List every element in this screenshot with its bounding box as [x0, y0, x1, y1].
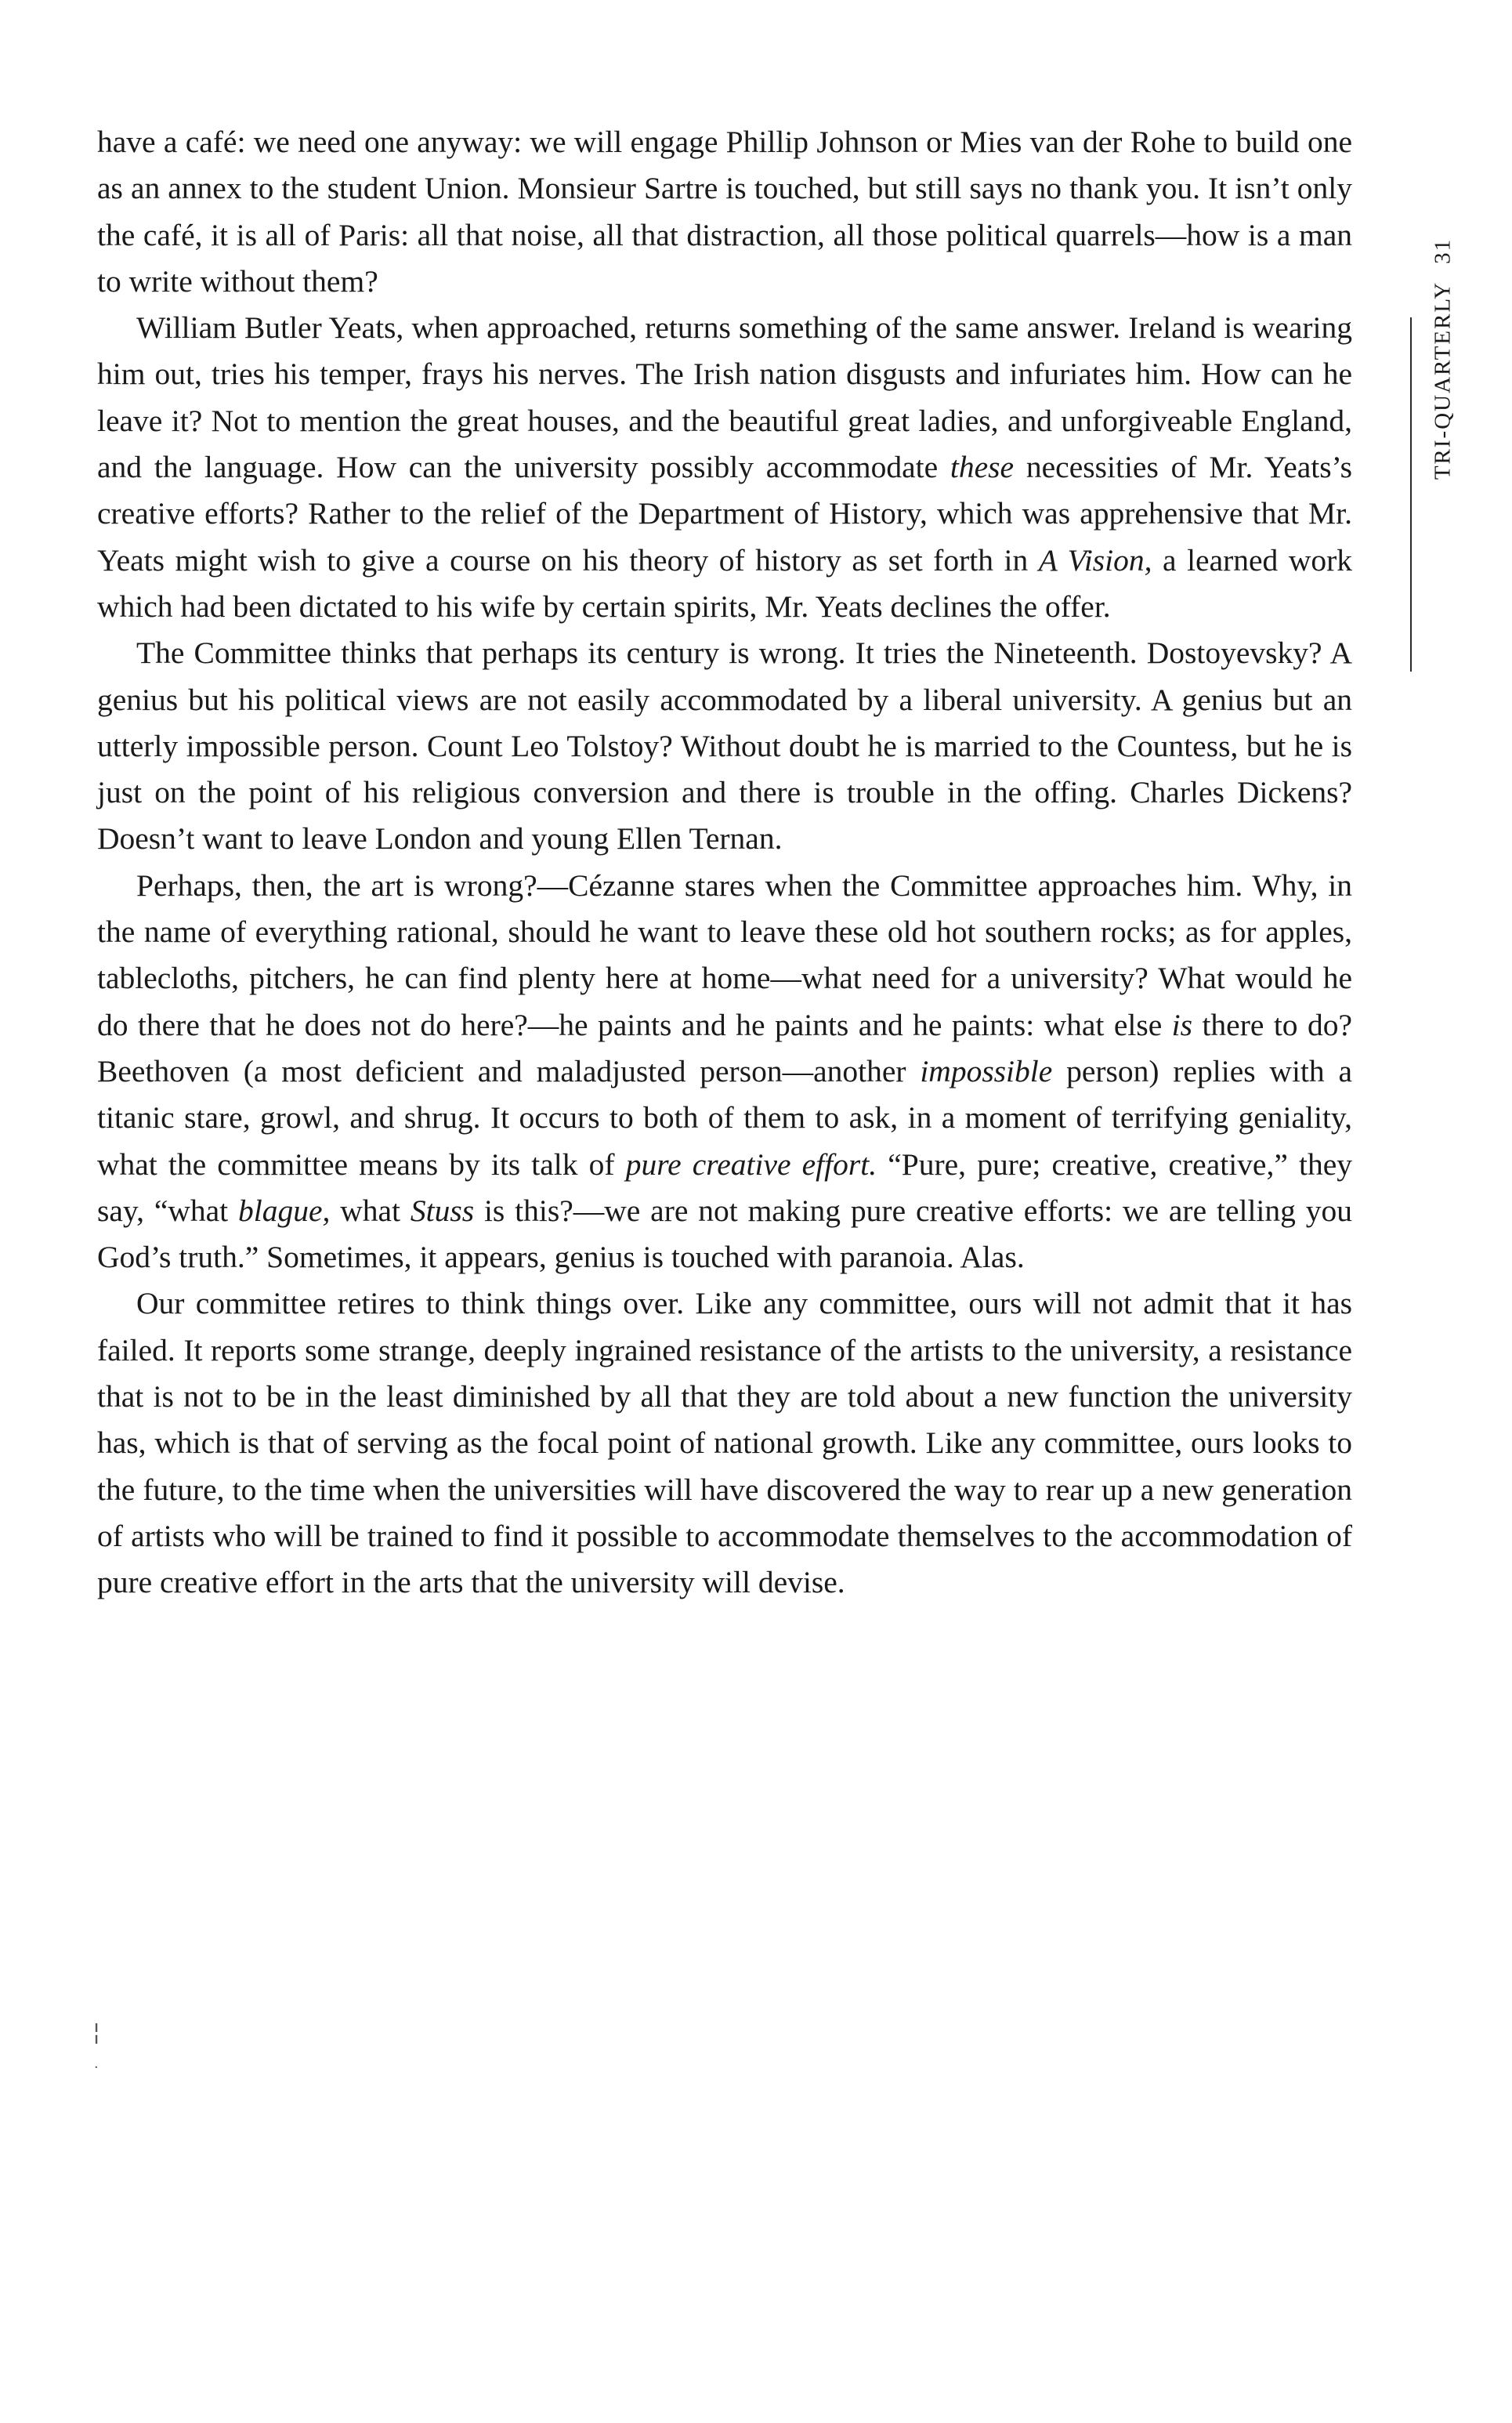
- running-head-label: [1431, 238, 1456, 480]
- paragraph: [97, 305, 1352, 630]
- text-run: there to do? Beethoven (a most deficient and maladjusted person—another: [97, 1007, 1353, 1088]
- text-run: have a café: we need one anyway: we will engage Phillip Johnson or Mies van der Rohe to build one as an annex to the student Union. Monsieur Sartre is touched, but still says no thank you. It isn’t only the café, it is all of Paris: all that noise, all that distraction, all those political quarrels—how is a man to write without them?: [97, 125, 1352, 299]
- text-run: is this?—we are not making pure creative efforts: we are telling you God’s truth.” Sometimes, it appears, genius is touched with paranoia. Alas.: [97, 1193, 1353, 1275]
- text-run: William Butler Yeats, when approached, returns something of the same answer. Ireland is wearing him out, tries his temper, frays his nerves. The Irish nation disgusts and infuriates him. How can he leave it? Not to mention the great houses, and the beautiful great ladies, and unforgiveable England, and the language. How can the university possibly accommodate: [97, 310, 1352, 485]
- page-number: 31: [1430, 237, 1456, 264]
- italic-text: is: [1171, 1007, 1193, 1042]
- text-run: person) replies with a titanic stare, growl, and shrug. It occurs to both of them to ask, in a moment of terrifying geniality, what the committee means by its talk of: [97, 1053, 1352, 1182]
- italic-text: Stuss: [410, 1193, 475, 1228]
- stray-ink-mark: ¦: [92, 2019, 101, 2046]
- text-run: Perhaps, then, the art is wrong?—Cézanne stares when the Committee approaches him. Why, in the name of everything rational, should he want to leave these old hot southern rocks; as for apples, tablecloths, pitchers, he can find plenty here at home—what need for a university? What would he do there that he does not do here?—he paints and he paints and he paints: what else: [97, 867, 1352, 1042]
- journal-title: TRI-QUARTERLY: [1430, 281, 1456, 480]
- paragraph: [97, 119, 1352, 305]
- italic-text: A Vision,: [1038, 542, 1152, 578]
- body-text: [97, 119, 1352, 1606]
- text-run: necessities of Mr. Yeats’s creative efforts? Rather to the relief of the Department of History, which was apprehensive that Mr. Yeats might wish to give a course on his theory of history as set forth in: [97, 450, 1352, 578]
- text-run: a learned work which had been dictated to his wife by certain spirits, Mr. Yeats declines the offer.: [97, 542, 1352, 624]
- stray-ink-dot: ·: [94, 2059, 99, 2076]
- text-run: The Committee thinks that perhaps its century is wrong. It tries the Nineteenth. Dostoyevsky? A genius but his political views are not easily accommodated by a liberal university. A genius but an utterly impossible person. Count Leo Tolstoy? Without doubt he is married to the Countess, but he is just on the point of his religious conversion and there is trouble in the offing. Charles Dickens? Doesn’t want to leave London and young Ellen Ternan.: [97, 636, 1352, 857]
- text-run: “Pure, pure; creative, creative,” they say, “what: [97, 1146, 1353, 1228]
- italic-text: pure creative effort.: [625, 1146, 877, 1182]
- text-run: Our committee retires to think things over. Like any committee, ours will not admit that it has failed. It reports some strange, deeply ingrained resistance of the artists to the university, a resistance that is not to be in the least diminished by all that they are told about a new function the university has, which is that of serving as the focal point of national growth. Like any committee, ours looks to the future, to the time when the universities will have discovered the way to rear up a new generation of artists who will be trained to find it possible to accommodate themselves to the accommodation of pure creative effort in the arts that the university will devise.: [97, 1286, 1352, 1600]
- margin-rule: [1410, 317, 1412, 672]
- text-run: what: [330, 1193, 411, 1228]
- paragraph: [97, 863, 1352, 1281]
- paragraph: [97, 630, 1352, 862]
- paragraph: [97, 1280, 1352, 1606]
- italic-text: these: [950, 450, 1015, 485]
- italic-text: impossible: [920, 1053, 1053, 1088]
- italic-text: blague,: [238, 1193, 331, 1228]
